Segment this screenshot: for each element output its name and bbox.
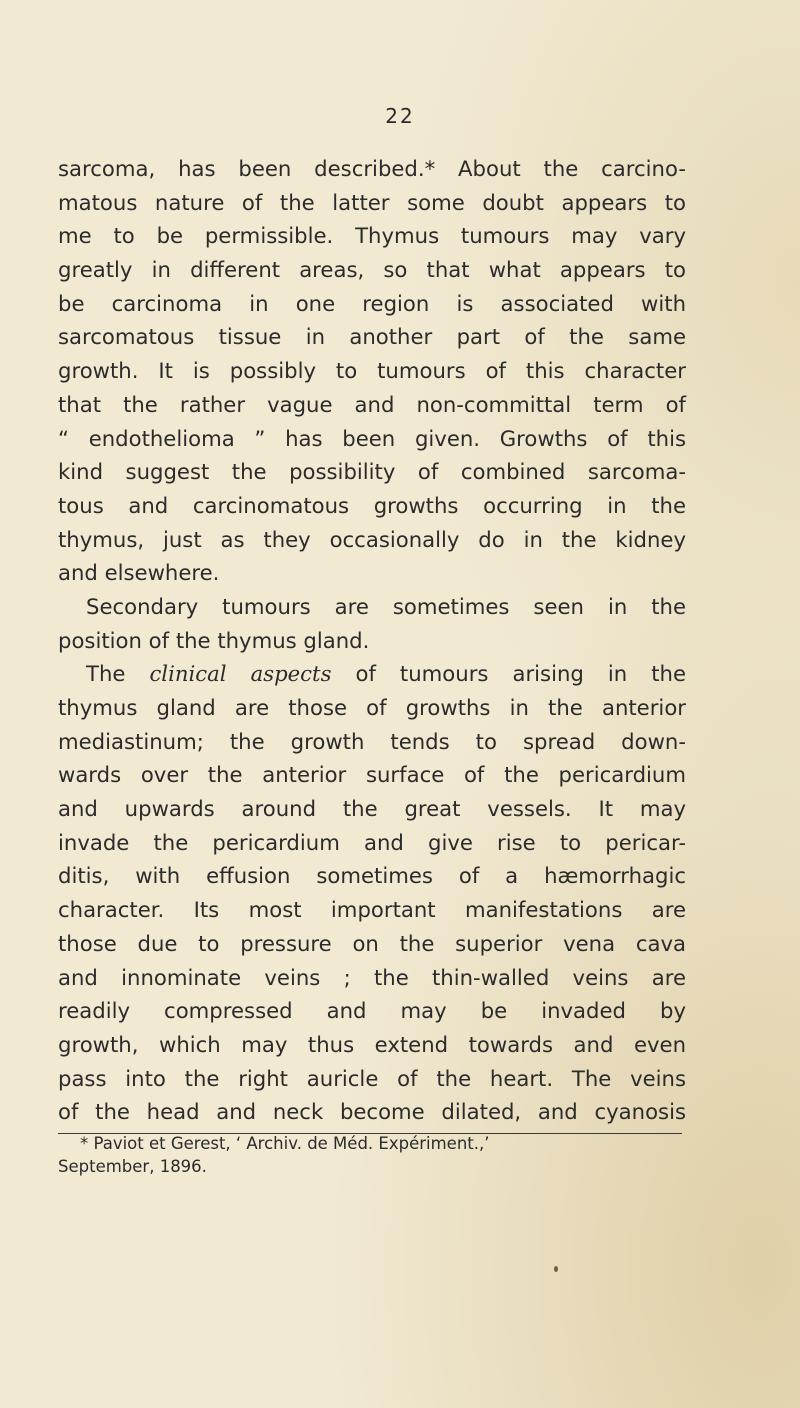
text-line-clinical	[58, 657, 686, 691]
text-line: mediastinum; the growth tends to spread down-	[58, 728, 686, 754]
text-line: thymus, just as they occasionally do in the kidney	[58, 526, 686, 552]
text-line: ditis, with effusion sometimes of a hæmorrhagic	[58, 863, 686, 889]
text-line: growth. It is possibly to tumours of this character	[58, 358, 686, 384]
paper-speck	[554, 1266, 558, 1272]
italic-emphasis: clinical aspects	[149, 661, 332, 687]
text-line: “ endothelioma ” has been given. Growths of this	[58, 425, 686, 451]
text-line: thymus gland are those of growths in the anterior	[58, 695, 686, 720]
text-line: those due to pressure on the superior vena cava	[58, 930, 686, 956]
text-line: position of the thymus gland.	[58, 627, 370, 653]
text-line: Secondary tumours are sometimes seen in the	[86, 593, 686, 619]
text-line: matous nature of the latter some doubt appears to	[58, 189, 686, 215]
text-line: be carcinoma in one region is associated with	[58, 290, 686, 316]
text-line: pass into the right auricle of the heart. The veins	[58, 1065, 686, 1091]
text-line: and elsewhere.	[58, 560, 220, 586]
page-number: 22	[385, 104, 415, 128]
text-line: growth, which may thus extend towards and even	[58, 1031, 686, 1057]
text-line: readily compressed and may be invaded by	[58, 998, 686, 1024]
text-line: me to be permissible. Thymus tumours may vary	[58, 223, 686, 249]
text-line: of the head and neck become dilated, and cyanosis	[58, 1099, 686, 1125]
text-line: character. Its most important manifestations are	[58, 897, 686, 923]
text-line: tous and carcinomatous growths occurring in the	[58, 492, 686, 518]
text-line: and upwards around the great vessels. It may	[58, 796, 686, 822]
body-text	[58, 152, 686, 1129]
text-line: invade the pericardium and give rise to pericar-	[58, 829, 686, 855]
footnote	[58, 1132, 686, 1178]
text-line: and innominate veins ; the thin-walled veins are	[58, 964, 686, 990]
footnote-line: September, 1896.	[58, 1157, 207, 1176]
text-line: that the rather vague and non-committal term of	[58, 391, 686, 417]
footnote-line: * Paviot et Gerest, ‘ Archiv. de Méd. Expériment.,’	[80, 1134, 490, 1153]
text-line: sarcomatous tissue in another part of the same	[58, 324, 686, 350]
text-fragment: The	[86, 661, 150, 687]
text-line: greatly in different areas, so that what appears to	[58, 257, 686, 283]
text-line: wards over the anterior surface of the pericardium	[58, 762, 686, 788]
text-line: sarcoma, has been described.* About the carcino-	[58, 156, 686, 181]
text-fragment: of tumours arising in the	[331, 661, 686, 687]
text-line: kind suggest the possibility of combined sarcoma-	[58, 459, 686, 485]
